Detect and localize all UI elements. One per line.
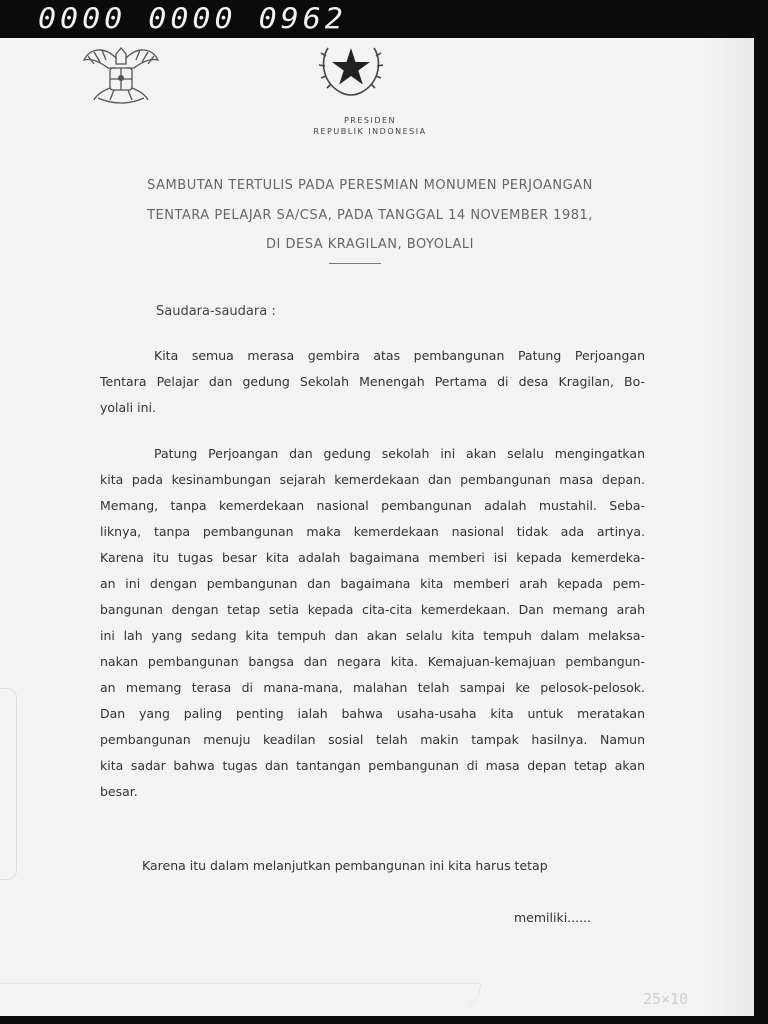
- page-bottom-edge: [0, 983, 481, 1014]
- presidential-star-emblem-icon: [316, 38, 386, 100]
- paragraph-line: besar.: [100, 784, 138, 799]
- frame-mark: 25×10: [643, 990, 689, 1008]
- page-catchword: memiliki......: [514, 910, 592, 925]
- paragraph-line: Patung Perjoangan dan gedung sekolah ini akan selalu mengingatkan: [154, 446, 645, 461]
- page-edge-shadow: [0, 688, 17, 880]
- document-title-line-1: SAMBUTAN TERTULIS PADA PERESMIAN MONUMEN PERJOANGAN: [147, 178, 593, 193]
- paragraph-line: Tentara Pelajar dan gedung Sekolah Menengah Pertama di desa Kragilan, Bo-: [100, 374, 645, 389]
- document-title-line-2: TENTARA PELAJAR SA/CSA, PADA TANGGAL 14 NOVEMBER 1981,: [147, 208, 593, 223]
- film-frame-number: 0000 0000 0962: [38, 2, 347, 37]
- paragraph-line: an ini dengan pembangunan dan bagaimana kita memberi arah kepada pem-: [100, 576, 645, 591]
- paragraph-line: Memang, tanpa kemerdekaan nasional pembangunan adalah mustahil. Seba-: [100, 498, 645, 513]
- paragraph-line: pembangunan menuju keadilan sosial telah makin tampak hasilnya. Namun: [100, 732, 645, 747]
- paragraph-1: [100, 343, 645, 421]
- title-underline-divider: [329, 263, 381, 264]
- paragraph-line: Kita semua merasa gembira atas pembangunan Patung Perjoangan: [154, 348, 645, 363]
- paragraph-line: Dan yang paling penting ialah bahwa usaha-usaha kita untuk meratakan: [100, 706, 645, 721]
- paragraph-line: ini lah yang sedang kita tempuh dan akan selalu kita tempuh dalam melaksa-: [100, 628, 645, 643]
- paragraph-line: an memang terasa di mana-mana, malahan telah sampai ke pelosok-pelosok.: [100, 680, 645, 695]
- paragraph-2: [100, 441, 645, 805]
- document-page: [0, 38, 754, 1016]
- paragraph-line: bangunan dengan tetap setia kepada cita-cita kemerdekaan. Dan memang arah: [100, 602, 645, 617]
- garuda-emblem-icon: [80, 38, 162, 110]
- letterhead-line-2: REPUBLIK INDONESIA: [313, 127, 427, 136]
- document-title-line-3: DI DESA KRAGILAN, BOYOLALI: [266, 237, 474, 252]
- paragraph-line: liknya, tanpa pembangunan maka kemerdekaan nasional tidak ada artinya.: [100, 524, 645, 539]
- paragraph-line: kita sadar bahwa tugas dan tantangan pembangunan di masa depan tetap akan: [100, 758, 645, 773]
- paragraph-line: nakan pembangunan bangsa dan negara kita. Kemajuan-kemajuan pembangun-: [100, 654, 645, 669]
- paragraph-line: yolali ini.: [100, 400, 156, 415]
- salutation: Saudara-saudara :: [156, 304, 276, 319]
- letterhead-line-1: PRESIDEN: [343, 116, 397, 125]
- paragraph-line: Karena itu tugas besar kita adalah bagaimana memberi isi kepada kemerdeka-: [100, 550, 645, 565]
- paragraph-line: kita pada kesinambungan sejarah kemerdekaan dan pembangunan masa depan.: [100, 472, 645, 487]
- paragraph-3: Karena itu dalam melanjutkan pembangunan ini kita harus tetap: [142, 858, 548, 873]
